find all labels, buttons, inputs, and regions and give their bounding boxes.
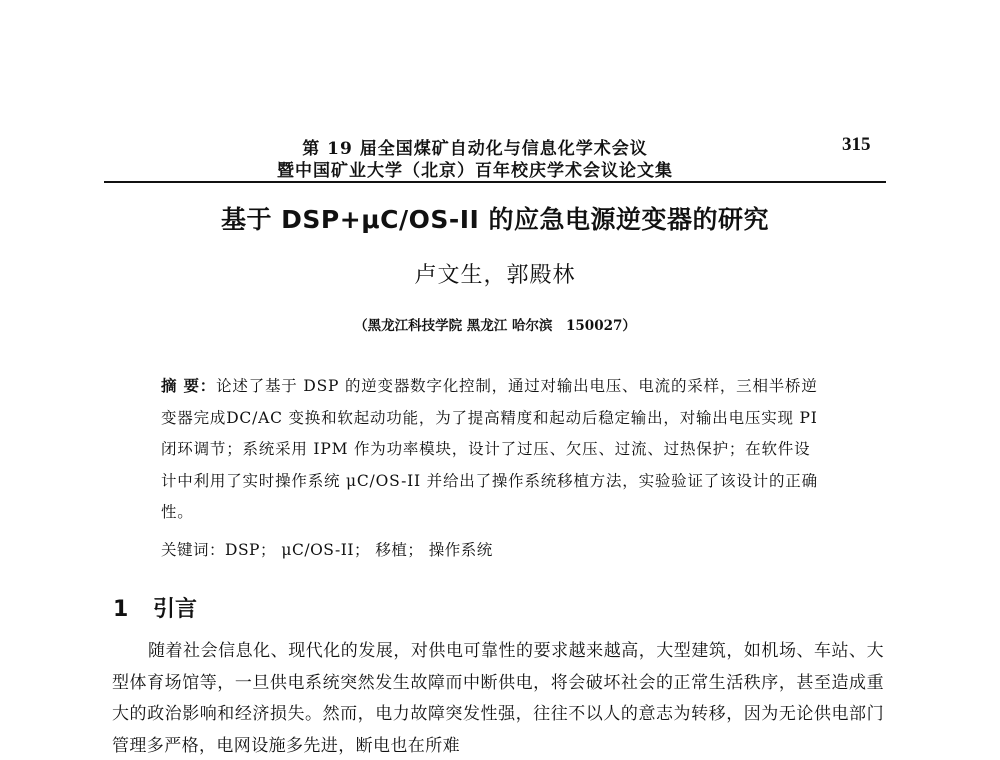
section-number: 1 <box>113 597 129 622</box>
paper-authors: 卢文生，郭殿林 <box>414 263 576 288</box>
header-rule <box>104 181 886 183</box>
abstract-text: 论述了基于 DSP 的逆变器数字化控制，通过对输出电压、电流的采样，三相半桥逆变器完成DC/AC 变换和软起动功能，为了提高精度和起动后稳定输出，对输出电压实现 PI 闭环调节；系统采用 IPM 作为功率模块，设计了过压、欠压、过流、过热保护；在软件设计中利用了实时操作系统 μC/OS-II 并给出了操作系统移植方法，实验验证了该设计的正确性。 <box>161 377 818 521</box>
paper-title: 基于 DSP+μC/OS-II 的应急电源逆变器的研究 <box>220 205 770 234</box>
page-number: 315 <box>842 134 871 155</box>
section-title: 引言 <box>153 597 198 622</box>
author-affiliation: （黑龙江科技学院 黑龙江 哈尔滨 150027） <box>354 318 636 334</box>
keywords-text: DSP； μC/OS-II； 移植； 操作系统 <box>225 541 493 559</box>
keywords <box>161 538 821 560</box>
abstract-label: 摘 要： <box>161 376 217 395</box>
section-heading <box>113 592 197 623</box>
conference-header-line1: 第 19 届全国煤矿自动化与信息化学术会议 <box>302 139 648 159</box>
section-body-paragraph: 随着社会信息化、现代化的发展，对供电可靠性的要求越来越高，大型建筑，如机场、车站、大型体育场馆等，一旦供电系统突然发生故障而中断供电，将会破坏社会的正常生活秩序，甚至造成重大的政治影响和经济损失。然而，电力故障突发性强，往往不以人的意志为转移，因为无论供电部门管理多严格，电网设施多先进，断电也在所难 <box>112 641 884 756</box>
conference-header-line2: 暨中国矿业大学（北京）百年校庆学术会议论文集 <box>277 161 673 181</box>
keywords-label: 关键词： <box>161 541 226 559</box>
abstract <box>161 370 821 529</box>
